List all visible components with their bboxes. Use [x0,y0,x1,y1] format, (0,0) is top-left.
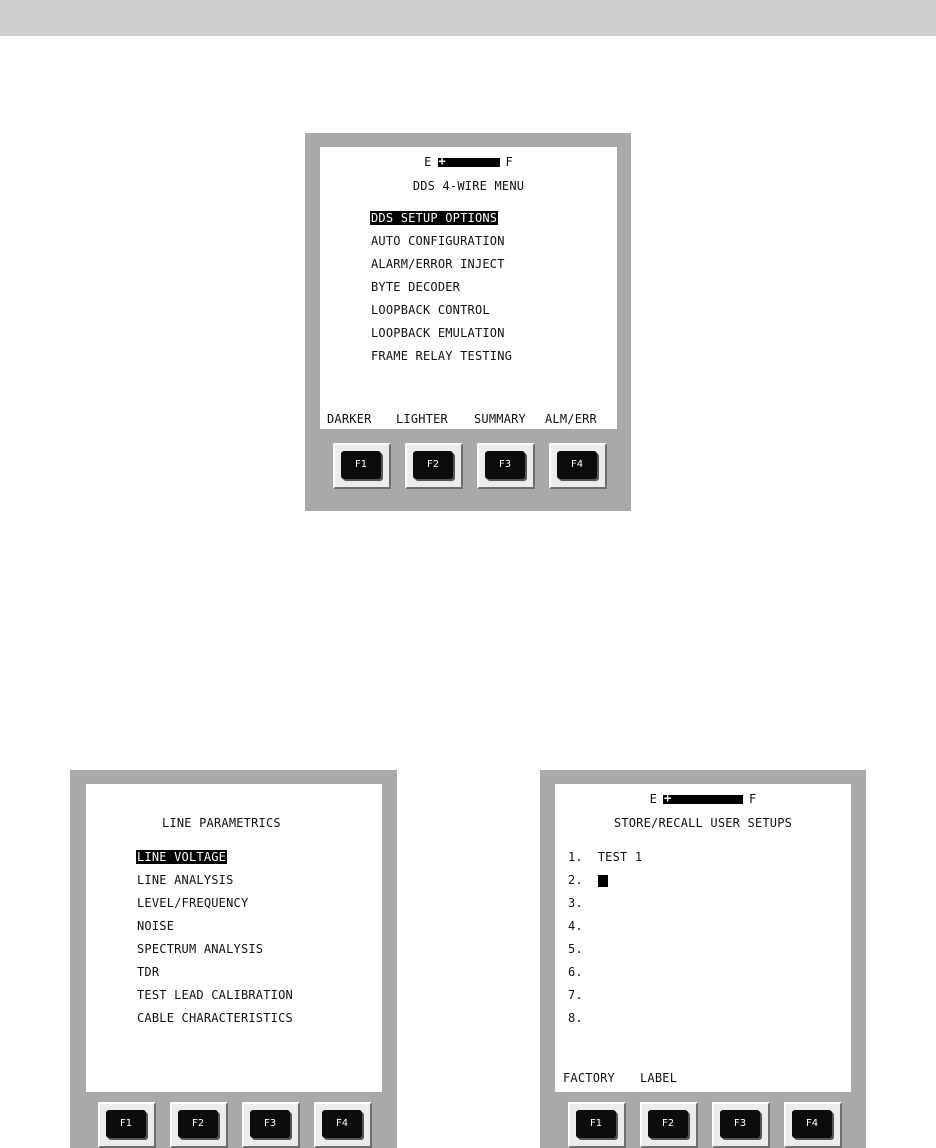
battery-full-label: F [505,155,513,169]
softkey-label-alm-err: ALM/ERR [545,412,597,426]
f1-key-cap: F1 [341,451,381,479]
store-recall-device-panel [540,770,866,1148]
setup-slot[interactable]: 4. [568,919,583,933]
slot-number: 1. [568,850,583,864]
f4-button[interactable] [784,1102,842,1148]
battery-empty-label: E [424,155,432,169]
f2-key-cap: F2 [413,451,453,479]
f3-button[interactable] [477,443,535,489]
line-parametrics-screen [86,784,382,1092]
battery-indicator [320,155,617,169]
f3-button[interactable] [712,1102,770,1148]
f2-key-cap: F2 [648,1110,688,1138]
menu-item-alarm-error-inject[interactable]: ALARM/ERROR INJECT [371,257,505,271]
store-recall-screen [555,784,851,1092]
slot-name: TEST 1 [597,850,643,864]
f4-key-cap: F4 [322,1110,362,1138]
page-title: LINE PARAMETRICS [162,816,281,830]
f4-key-cap: F4 [792,1110,832,1138]
f1-button[interactable] [98,1102,156,1148]
battery-empty-label: E [649,792,657,806]
setup-slot[interactable]: 6. [568,965,583,979]
battery-icon [663,795,743,804]
setup-slot[interactable] [568,873,608,887]
f2-key-cap: F2 [178,1110,218,1138]
page-title: DDS 4-WIRE MENU [412,179,525,193]
f1-button[interactable] [568,1102,626,1148]
f1-key-cap: F1 [576,1110,616,1138]
f3-key-cap: F3 [250,1110,290,1138]
menu-item-cable-characteristics[interactable]: CABLE CHARACTERISTICS [137,1011,293,1025]
setup-slot[interactable]: 5. [568,942,583,956]
menu-item-byte-decoder[interactable]: BYTE DECODER [371,280,461,294]
f1-key-cap: F1 [106,1110,146,1138]
softkey-label-label: LABEL [640,1071,678,1085]
menu-item-test-lead-calibration[interactable]: TEST LEAD CALIBRATION [137,988,293,1002]
f2-button[interactable] [640,1102,698,1148]
setup-slot[interactable]: 7. [568,988,583,1002]
battery-full-label: F [749,792,757,806]
menu-item-noise[interactable]: NOISE [137,919,175,933]
softkey-label-summary: SUMMARY [474,412,526,426]
menu-item-loopback-control[interactable]: LOOPBACK CONTROL [371,303,490,317]
softkey-label-lighter: LIGHTER [396,412,448,426]
top-banner [0,0,936,36]
menu-item-line-analysis[interactable]: LINE ANALYSIS [137,873,234,887]
menu-item-auto-configuration[interactable]: AUTO CONFIGURATION [371,234,505,248]
text-cursor [598,875,608,887]
dds-4wire-device-panel [305,133,631,511]
f4-button[interactable] [549,443,607,489]
f4-button[interactable] [314,1102,372,1148]
menu-item-loopback-emulation[interactable]: LOOPBACK EMULATION [371,326,505,340]
f3-button[interactable] [242,1102,300,1148]
page-title: STORE/RECALL USER SETUPS [613,816,793,830]
f3-key-cap: F3 [720,1110,760,1138]
menu-item-frame-relay-testing[interactable]: FRAME RELAY TESTING [371,349,513,363]
line-parametrics-device-panel [70,770,397,1148]
setup-slot[interactable]: 8. [568,1011,583,1025]
battery-icon [438,158,500,167]
menu-item-level-frequency[interactable]: LEVEL/FREQUENCY [137,896,249,910]
slot-number: 2. [568,873,583,887]
f3-key-cap: F3 [485,451,525,479]
f1-button[interactable] [333,443,391,489]
menu-item-tdr[interactable]: TDR [137,965,160,979]
dds-4wire-screen [320,147,617,429]
f2-button[interactable] [405,443,463,489]
battery-indicator [555,792,851,806]
setup-slot[interactable] [568,850,642,864]
softkey-label-darker: DARKER [327,412,372,426]
menu-item-dds-setup-options[interactable]: DDS SETUP OPTIONS [371,211,498,225]
menu-item-line-voltage[interactable]: LINE VOLTAGE [137,850,227,864]
f2-button[interactable] [170,1102,228,1148]
f4-key-cap: F4 [557,451,597,479]
setup-slot[interactable]: 3. [568,896,583,910]
softkey-label-factory: FACTORY [563,1071,615,1085]
menu-item-spectrum-analysis[interactable]: SPECTRUM ANALYSIS [137,942,264,956]
